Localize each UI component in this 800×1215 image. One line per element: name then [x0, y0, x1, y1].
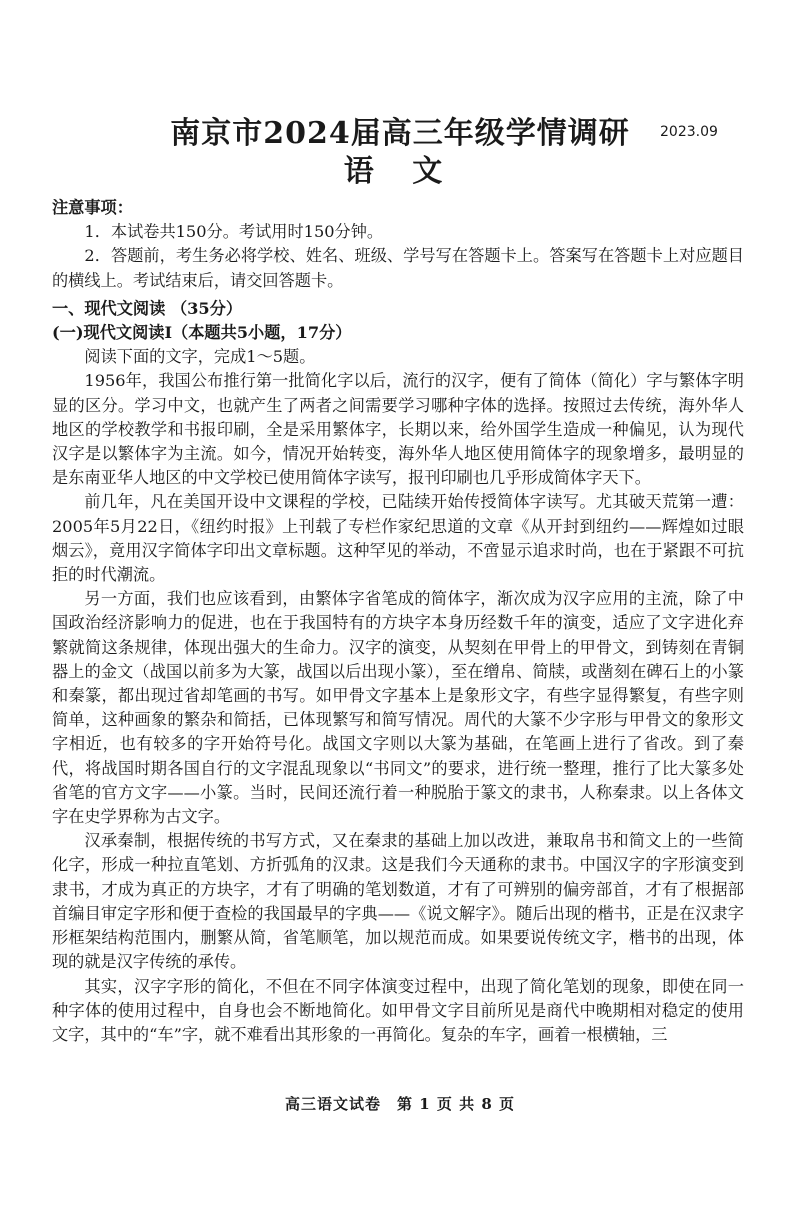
section-subtitle: (一)现代文阅读Ⅰ（本题共5小题，17分）	[52, 323, 352, 343]
exam-date: 2023.09	[660, 124, 718, 140]
paragraph: 1956年，我国公布推行第一批简化字以后，流行的汉字，便有了简体（简化）字与繁体字明显的区分。学习中文，也就产生了两者之间需要学习哪种字体的选择。按照过去传统，海外华人地区的学校教学和书报印刷，全是采用繁体字，长期以来，给外国学生造成一种偏见，认为现代汉字是以繁体字为主流。如今，情况开始转变，海外华人地区使用简体字的现象增多，最明显的是东南亚华人地区的中文学校已使用简体字读写，报刊印刷也几乎形成简体字天下。	[52, 371, 744, 488]
subject-title: 语 文	[343, 154, 457, 189]
exam-body	[52, 196, 744, 1047]
paragraph: 汉承秦制，根据传统的书写方式，又在秦隶的基础上加以改进，兼取帛书和简文上的一些简化字，形成一种拉直笔划、方折弧角的汉隶。这是我们今天通称的隶书。中国汉字的字形演变到隶书，才成为真正的方块字，才有了明确的笔划数道，才有了可辨别的偏旁部首，才有了根据部首编目审定字形和便于查检的我国最早的字典——《说文解字》。随后出现的楷书，正是在汉隶字形框架结构范围内，删繁从简，省笔顺笔，加以规范而成。如果要说传统文字，楷书的出现，体现的就是汉字传统的承传。	[52, 831, 744, 972]
section-title: 一、现代文阅读 （35分）	[52, 298, 243, 318]
paragraph: 前几年，凡在美国开设中文课程的学校，已陆续开始传授简体字读写。尤其破天荒第一遭：2005年5月22日，《纽约时报》上刊载了专栏作家纪思道的文章《从开封到纽约——辉煌如过眼烟云》，竟用汉字简体字印出文章标题。这种罕见的举动，不啻显示追求时尚，也在于紧跟不可抗拒的时代潮流。	[52, 492, 744, 585]
exam-title: 南京市2024届高三年级学情调研	[170, 116, 630, 151]
reading-instruction: 阅读下面的文字，完成1～5题。	[84, 347, 316, 367]
paragraph: 另一方面，我们也应该看到，由繁体字省笔成的简体字，渐次成为汉字应用的主流，除了中国政治经济影响力的促进，也在于我国特有的方块字本身历经数千年的演变，适应了文字进化弃繁就简这条规律，体现出强大的生命力。汉字的演变，从契刻在甲骨上的甲骨文，到铸刻在青铜器上的金文（战国以前多为大篆，战国以后出现小篆），至在缯帛、简牍，或凿刻在碑石上的小篆和秦篆，都出现过省却笔画的书写。如甲骨文字基本上是象形文字，有些字显得繁复，有些字则简单，这种画象的繁杂和简括，已体现繁写和简写情况。周代的大篆不少字形与甲骨文的象形文字相近，也有较多的字开始符号化。战国文字则以大篆为基础，在笔画上进行了省改。到了秦代，将战国时期各国自行的文字混乱现象以“书同文”的要求，进行统一整理，推行了比大篆多处省笔的官方文字——小篆。当时，民间还流行着一种脱胎于篆文的隶书，人称秦隶。以上各体文字在史学界称为古文字。	[52, 589, 744, 827]
notice-item-2: 2．答题前，考生务必将学校、姓名、班级、学号写在答题卡上。答案写在答题卡上对应题目的横线上。考试结束后，请交回答题卡。	[52, 246, 744, 290]
page-footer: 高三语文试卷 第 1 页 共 8 页	[285, 1095, 515, 1113]
paragraph: 其实，汉字字形的简化，不但在不同字体演变过程中，出现了简化笔划的现象，即使在同一种字体的使用过程中，自身也会不断地简化。如甲骨文字目前所见是商代中晚期相对稳定的使用文字，其中的“车”字，就不难看出其形象的一再简化。复杂的车字，画着一根横轴，三	[52, 976, 744, 1044]
notice-heading: 注意事项：	[52, 198, 133, 217]
notice-item-1: 1．本试卷共150分。考试用时150分钟。	[84, 222, 384, 242]
